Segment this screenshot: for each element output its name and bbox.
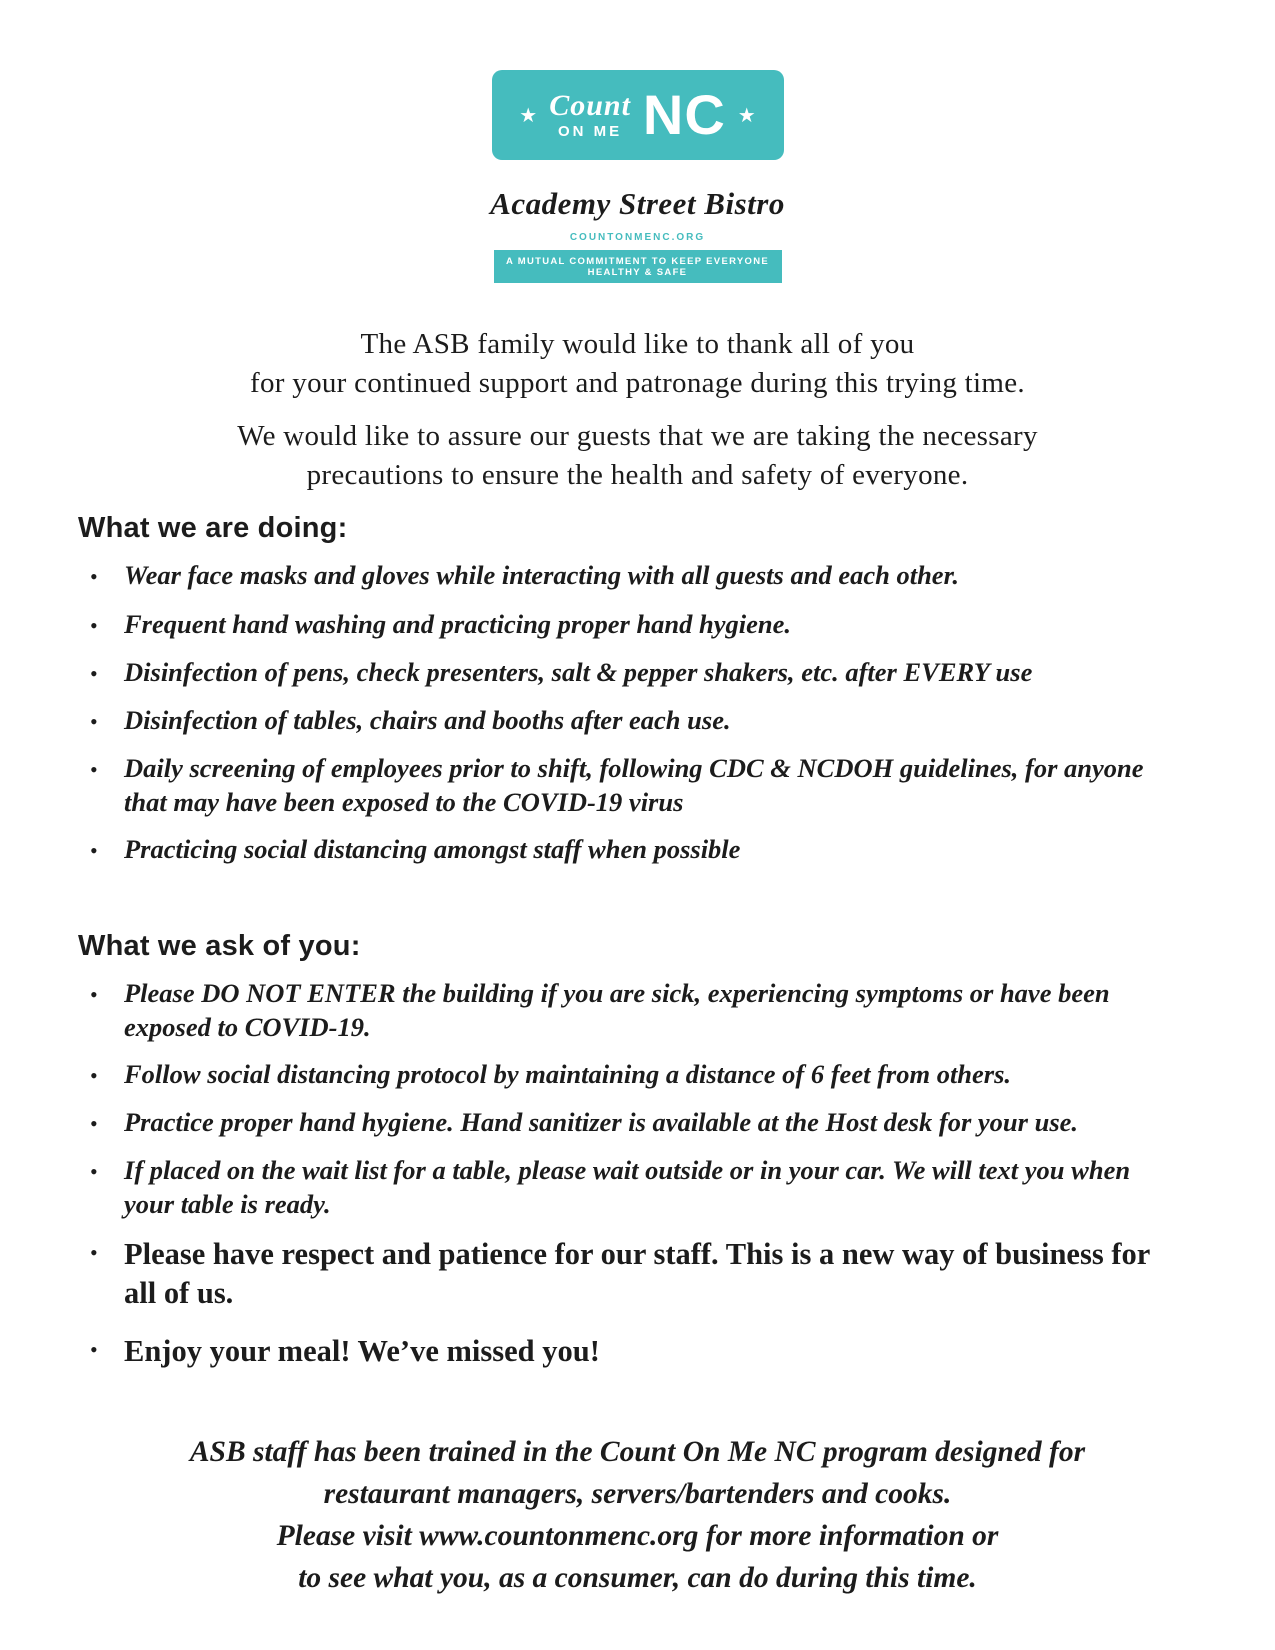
footer-note bbox=[0, 1432, 1275, 1600]
list-item-text: • Enjoy your meal! We’ve missed you! bbox=[124, 1334, 600, 1369]
section-what-we-ask-of-you bbox=[0, 930, 1275, 1370]
list-item bbox=[86, 752, 1156, 820]
footer-line-1: ASB staff has been trained in the Count On Me NC program designed for bbox=[189, 1436, 1086, 1469]
logo-word-nc: NC bbox=[642, 83, 726, 146]
doing-bullet-list bbox=[78, 559, 1197, 868]
countonmenc-url: COUNTONMENC.ORG bbox=[569, 232, 706, 243]
footer-line-3: Please visit www.countonmenc.org for more information or bbox=[276, 1520, 999, 1553]
list-item bbox=[86, 656, 1156, 691]
list-item-text: • Wear face masks and gloves while interacting with all guests and each other. bbox=[124, 560, 960, 591]
intro-paragraph-2 bbox=[0, 417, 1275, 495]
section-heading-doing: What we are doing: bbox=[78, 512, 348, 545]
count-on-me-nc-logo bbox=[492, 70, 784, 160]
list-item bbox=[86, 559, 1156, 594]
list-item bbox=[86, 1154, 1156, 1222]
star-icon-right: ★ bbox=[737, 103, 756, 127]
list-item bbox=[86, 704, 1156, 739]
ask-bullet-list bbox=[78, 977, 1197, 1370]
list-item-text: • Please DO NOT ENTER the building if you are sick, experiencing symptoms or have been exposed to COVID-19. bbox=[124, 978, 1110, 1043]
intro-p2-line2: precautions to ensure the health and safety of everyone. bbox=[306, 458, 969, 491]
star-icon-left: ★ bbox=[519, 103, 538, 127]
logo-word-count: Count bbox=[549, 89, 631, 122]
list-item-text: • Follow social distancing protocol by maintaining a distance of 6 feet from others. bbox=[124, 1059, 1012, 1089]
list-item bbox=[86, 977, 1156, 1045]
list-item-emphasis bbox=[86, 1332, 1156, 1370]
list-item-text: • Daily screening of employees prior to shift, following CDC & NCDOH guidelines, for anyone that may have been exposed to the COVID-19 virus bbox=[124, 753, 1144, 818]
list-item bbox=[86, 608, 1156, 643]
list-item bbox=[86, 833, 1156, 868]
business-name: Academy Street Bistro bbox=[490, 186, 785, 221]
list-item-text: • Practice proper hand hygiene. Hand sanitizer is available at the Host desk for your use. bbox=[124, 1107, 1079, 1138]
intro-section bbox=[0, 325, 1275, 494]
list-item-text: • Frequent hand washing and practicing proper hand hygiene. bbox=[124, 608, 792, 639]
list-item bbox=[86, 1058, 1156, 1093]
intro-p1-line2: for your continued support and patronage during this trying time. bbox=[250, 366, 1025, 399]
section-what-we-are-doing bbox=[0, 512, 1275, 868]
logo-word-on-me: ON ME bbox=[557, 123, 623, 140]
list-item-text: • Disinfection of tables, chairs and booths after each use. bbox=[124, 705, 731, 735]
commitment-banner: A MUTUAL COMMITMENT TO KEEP EVERYONE HEALTHY & SAFE bbox=[494, 250, 782, 283]
intro-paragraph-1 bbox=[0, 325, 1275, 403]
list-item-text: • Practicing social distancing amongst staff when possible bbox=[124, 834, 741, 864]
list-item bbox=[86, 1106, 1156, 1141]
list-item-text: • Please have respect and patience for our staff. This is a new way of business for all of us. bbox=[124, 1237, 1150, 1310]
list-item-text: • Disinfection of pens, check presenters, salt & pepper shakers, etc. after EVERY use bbox=[124, 656, 1033, 687]
intro-p2-line1: We would like to assure our guests that we are taking the necessary bbox=[237, 419, 1038, 452]
logo-wordmark bbox=[549, 91, 631, 139]
footer-line-2: restaurant managers, servers/bartenders and cooks. bbox=[323, 1478, 952, 1511]
intro-p1-line1: The ASB family would like to thank all of you bbox=[360, 328, 915, 360]
footer-line-4: to see what you, as a consumer, can do during this time. bbox=[298, 1562, 977, 1595]
section-heading-ask: What we ask of you: bbox=[78, 930, 361, 963]
list-item-text: • If placed on the wait list for a table, please wait outside or in your car. We will text you when your table is ready. bbox=[124, 1155, 1131, 1220]
list-item-emphasis bbox=[86, 1235, 1156, 1312]
